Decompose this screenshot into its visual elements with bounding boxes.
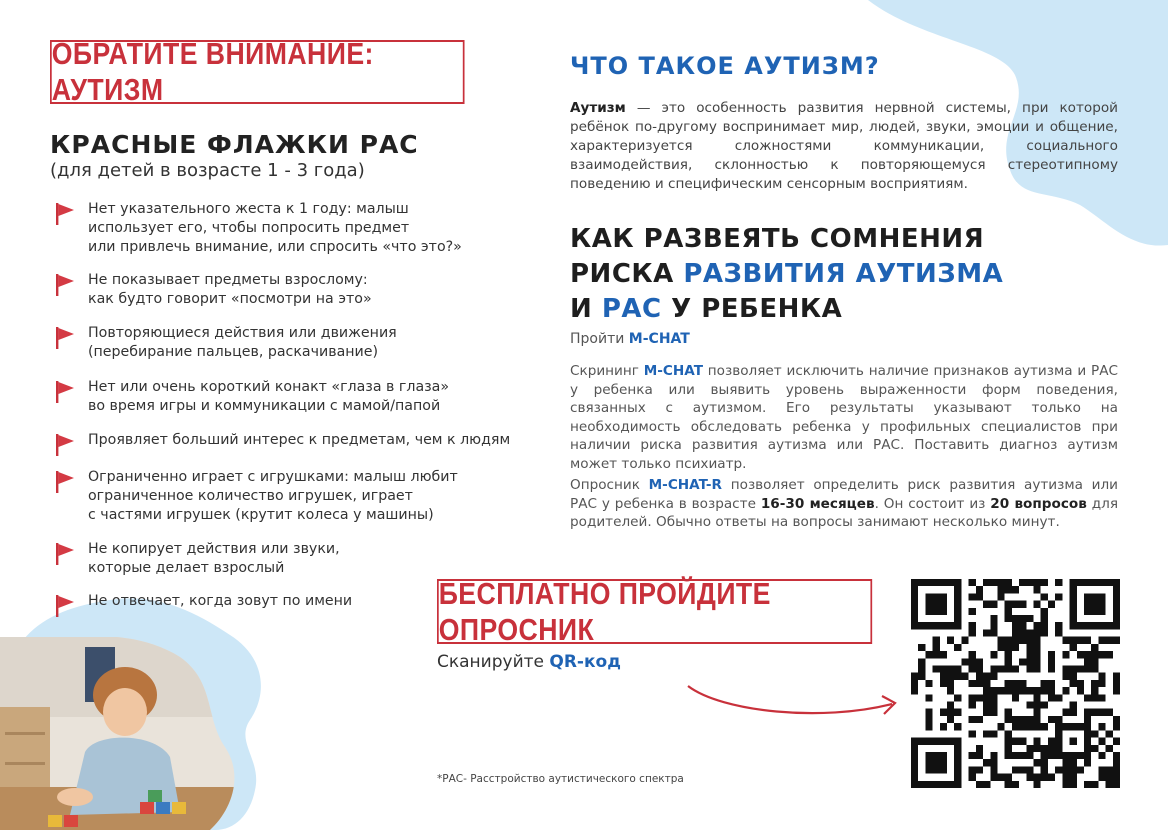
how-title-line-2: [570, 257, 1003, 292]
how-line-3-part-a: И: [570, 294, 602, 324]
how-line-3-part-c: У РЕБЕНКА: [661, 294, 843, 324]
p1-part-a: Скрининг: [570, 363, 644, 379]
red-flag-line: Повторяющиеся действия или движения: [88, 325, 397, 341]
qr-code-icon[interactable]: [911, 579, 1120, 788]
red-flag-line: во время игры и коммуникации с мамой/папой: [88, 398, 441, 414]
take-mchat-line: [570, 331, 690, 347]
red-flag-line: Проявляет больший интерес к предметам, чем к людям: [88, 432, 511, 448]
attention-banner: ОБРАТИТЕ ВНИМАНИЕ: АУТИЗМ: [50, 40, 465, 104]
red-flag-text: [88, 324, 397, 362]
arrow-to-qr-icon: [682, 672, 922, 732]
red-flag-icon: [54, 273, 76, 297]
how-to-dispel-doubts-title: [570, 222, 1003, 327]
red-flag-line: использует его, чтобы попросить предмет: [88, 220, 410, 236]
red-flag-line: Не отвечает, когда зовут по имени: [88, 593, 353, 609]
red-flag-text: [88, 592, 352, 611]
red-flag-line: или привлечь внимание, или спросить «что это?»: [88, 239, 462, 255]
red-flag-line: с частями игрушек (крутит колеса у машины): [88, 507, 434, 523]
red-flags-title: КРАСНЫЕ ФЛАЖКИ РАС: [50, 130, 419, 159]
p2-part-d: 16-30 месяцев: [760, 495, 875, 512]
how-title-line-1: КАК РАЗВЕЯТЬ СОМНЕНИЯ: [570, 224, 985, 254]
scan-prefix: Сканируйте: [437, 652, 550, 672]
autism-definition: — это особенность развития нервной системы, при которой ребёнок по-другому воспринимает мир, людей, звуки, эмоции и общение, характеризуется сложностями коммуникации, социального взаимодействия, склонностью к повторяющемуся стереотипному поведению и специфическим сенсорным восприятиям.: [570, 100, 1118, 192]
red-flag-icon: [54, 470, 76, 494]
red-flag-line: (перебирание пальцев, раскачивание): [88, 344, 379, 360]
p2-part-c: позволяет определить риск развития аутизма или РАС у ребенка в возрасте: [570, 477, 1118, 512]
red-flag-icon: [54, 202, 76, 226]
red-flags-subtitle: (для детей в возрасте 1 - 3 года): [50, 160, 365, 181]
p1-part-b: M-CHAT: [643, 363, 703, 379]
red-flag-line: Не копирует действия или звуки,: [88, 541, 340, 557]
p2-part-e: . Он состоит из: [874, 495, 991, 512]
take-mchat-prefix: Пройти: [570, 331, 629, 347]
red-flag-text: [88, 271, 372, 309]
red-flag-icon: [54, 380, 76, 404]
red-flag-line: Ограниченно играет с игрушками: малыш любит: [88, 469, 458, 485]
child-playing-photo: [0, 637, 260, 830]
red-flag-line: Нет или очень короткий конакт «глаза в глаза»: [88, 379, 450, 395]
red-flag-text: [88, 431, 510, 450]
how-line-3-part-b: РАС: [601, 294, 662, 324]
p2-part-a: Опросник: [570, 477, 649, 493]
how-line-2-part-b: РАЗВИТИЯ АУТИЗМА: [683, 259, 1004, 289]
scan-qr-line: [437, 652, 621, 672]
red-flag-line: ограниченное количество игрушек, играет: [88, 488, 413, 504]
how-line-2-part-a: РИСКА: [570, 259, 684, 289]
what-is-autism-title: ЧТО ТАКОЕ АУТИЗМ?: [570, 52, 880, 80]
red-flag-line: Нет указательного жеста к 1 году: малыш: [88, 201, 409, 217]
red-flag-line: как будто говорит «посмотри на это»: [88, 291, 372, 307]
qr-code-label: QR-код: [549, 652, 621, 672]
red-flag-line: которые делает взрослый: [88, 560, 285, 576]
how-title-line-3: [570, 292, 1003, 327]
what-is-autism-text: [570, 99, 1118, 194]
mchat-name: M-CHAT: [628, 331, 690, 347]
mchat-screening-paragraph: [570, 362, 1118, 473]
mchat-r-paragraph: [570, 476, 1118, 532]
free-survey-banner: БЕСПЛАТНО ПРОЙДИТЕ ОПРОСНИК: [437, 579, 872, 644]
p2-part-b: M-CHAT-R: [648, 477, 723, 493]
red-flag-line: Не показывает предметы взрослому:: [88, 272, 368, 288]
footnote: *РАС- Расстройство аутистического спектра: [437, 773, 684, 785]
red-flag-text: [88, 200, 462, 257]
p2-part-f: 20 вопросов: [990, 495, 1087, 512]
red-flag-icon: [54, 433, 76, 457]
p1-part-c: позволяет исключить наличие признаков аутизма и РАС у ребенка или выявить уровень выраженности форм поведения, связанных с аутизмом. Его результаты указывают только на необходимость обследовать ребенка у профильных специалистов при наличии риска развития аутизма или РАС. Поставить диагноз аутизм может только психиатр.: [570, 363, 1118, 472]
red-flag-icon: [54, 326, 76, 350]
autism-term: Аутизм: [570, 100, 626, 116]
red-flag-text: [88, 468, 458, 525]
red-flag-text: [88, 378, 449, 416]
red-flag-text: [88, 540, 340, 578]
red-flag-icon: [54, 542, 76, 566]
red-flag-icon: [54, 594, 76, 618]
p2-part-g: для родителей. Обычно ответы на вопросы занимают несколько минут.: [570, 495, 1119, 530]
